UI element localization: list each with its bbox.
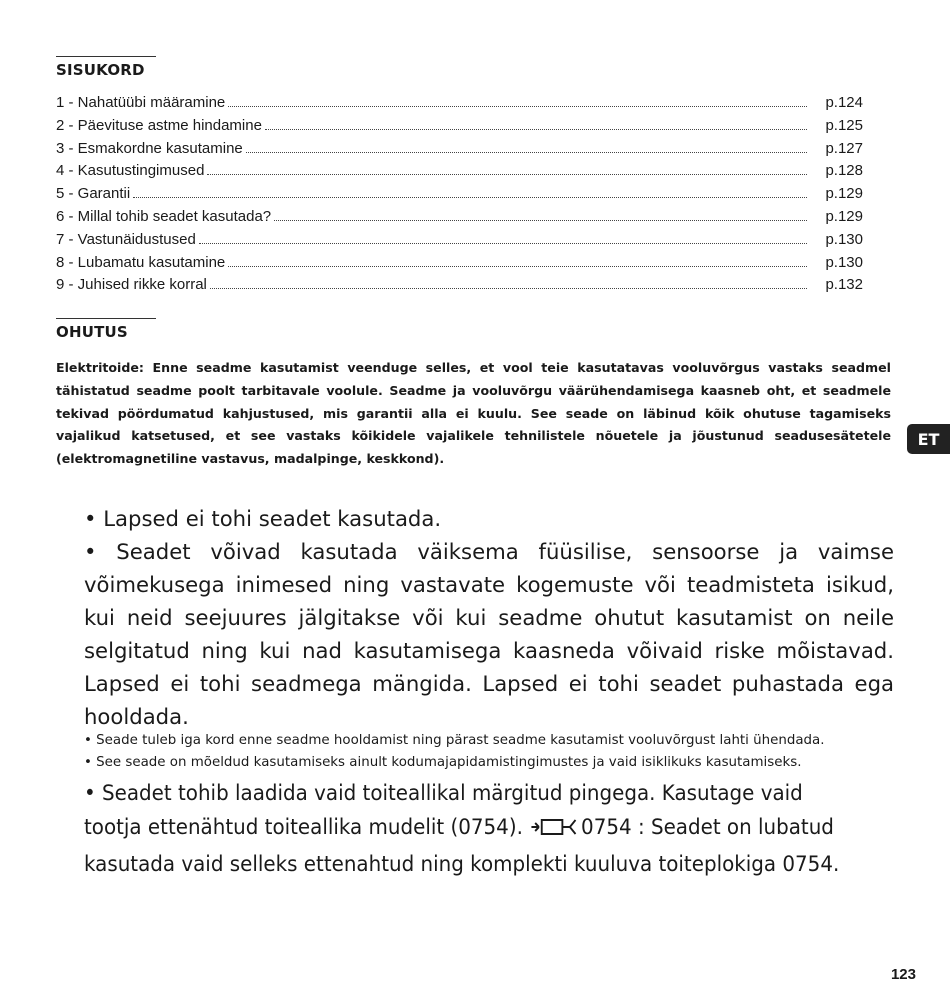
toc-page: p.129 — [825, 207, 863, 225]
toc-page: p.127 — [825, 139, 863, 157]
power-line-3: kasutada vaid selleks ettenahtud ning komplekti kuuluva toiteplokiga 0754. — [84, 851, 840, 876]
toc-leader-dots — [228, 266, 807, 267]
toc-row — [56, 185, 863, 208]
sisukord-heading — [56, 56, 156, 79]
bullet-children: • Lapsed ei tohi seadet kasutada. — [84, 506, 442, 531]
ohutus-heading — [56, 318, 156, 341]
toc-label: 7 - Vastunäidustused — [56, 230, 196, 248]
sisukord-title: SISUKORD — [56, 61, 145, 79]
toc-row — [56, 94, 863, 117]
toc-leader-dots — [274, 220, 807, 221]
toc-label: 4 - Kasutustingimused — [56, 162, 205, 180]
table-of-contents — [56, 94, 863, 299]
toc-page: p.130 — [825, 253, 863, 271]
toc-leader-dots — [133, 197, 807, 198]
toc-leader-dots — [207, 174, 807, 175]
toc-leader-dots — [210, 288, 807, 289]
toc-row — [56, 254, 863, 277]
toc-leader-dots — [228, 106, 807, 107]
bullet-reduced-capabilities: • Seadet võivad kasutada väiksema füüsilise, sensoorse ja vaimse võimekusega inimesed ning vastavate kogemuste või teadmisteta isikud, kui neid seejuures jälgitakse või kui seadme ohutut kasutamist on neile selgitatud ning kui nad kasutamisega kaasneda võivaid riske mõistavad. Lapsed ei tohi seadmega mängida. Lapsed ei tohi seadet puhastada ega hooldada. — [84, 539, 894, 729]
safety-bullets — [84, 500, 894, 880]
bullet-disconnect: • Seade tuleb iga kord enne seadme hooldamist ning pärast seadme kasutamist vooluvõrgust lahti ühendada. — [84, 733, 825, 748]
toc-label: 1 - Nahatüübi määramine — [56, 94, 226, 111]
heading-rule — [56, 56, 156, 57]
toc-row — [56, 162, 863, 185]
toc-page: p.130 — [825, 230, 863, 248]
toc-label: 2 - Päevituse astme hindamine — [56, 116, 262, 134]
power-line-2 — [84, 810, 844, 847]
toc-leader-dots — [246, 152, 807, 153]
toc-row — [56, 140, 863, 163]
page-number: 123 — [890, 966, 916, 983]
bullet-power-supply — [84, 776, 894, 880]
toc-label: 9 - Juhised rikke korral — [56, 276, 207, 294]
toc-page: p.129 — [825, 185, 863, 203]
power-adapter-icon — [530, 813, 577, 847]
toc-row — [56, 208, 863, 231]
power-line-2-end: 0754 : Seadet on lubatud — [581, 814, 834, 839]
toc-label: 6 - Millal tohib seadet kasutada? — [56, 207, 272, 225]
toc-page: p.128 — [825, 162, 863, 180]
toc-leader-dots — [199, 243, 807, 244]
toc-row — [56, 231, 863, 254]
power-line-2-start: tootja ettenähtud toiteallika mudelit (0754). — [84, 814, 523, 839]
toc-leader-dots — [265, 129, 807, 130]
heading-rule — [56, 318, 156, 319]
power-line-1: • Seadet tohib laadida vaid toiteallikal märgitud pingega. Kasutage vaid — [84, 780, 803, 805]
toc-label: 5 - Garantii — [56, 185, 131, 203]
toc-page: p.132 — [825, 276, 863, 294]
ohutus-title: OHUTUS — [56, 323, 128, 341]
toc-page: p.124 — [825, 94, 863, 111]
toc-row — [56, 117, 863, 140]
toc-row — [56, 276, 863, 299]
toc-page: p.125 — [825, 116, 863, 134]
bullet-household-use: • See seade on mõeldud kasutamiseks ainult kodumajapidamistingimustes ja vaid isiklikuks kasutamiseks. — [84, 755, 802, 770]
elektritoide-paragraph: Elektritoide: Enne seadme kasutamist veenduge selles, et vool teie kasutatavas vooluvõrgus vastaks seadmel tähistatud seadme poolt tarbitavale voolule. Seadme ja vooluvõrgu väärühendamisega kaasneb oht, et seadmele tekivad pöördumatud kahjustused, mis garantii alla ei kuulu. See seade on läbinud kõik ohutuse tagamiseks vajalikud katsetused, et see vastaks kõikidele vajalikele tehnilistele nõuetele ja jõustunud seadusesätetele (elektromagnetiline vastavus, madalpinge, keskkond). — [56, 360, 891, 467]
toc-label: 3 - Esmakordne kasutamine — [56, 139, 243, 157]
language-tab: ET — [907, 424, 950, 454]
toc-label: 8 - Lubamatu kasutamine — [56, 253, 226, 271]
